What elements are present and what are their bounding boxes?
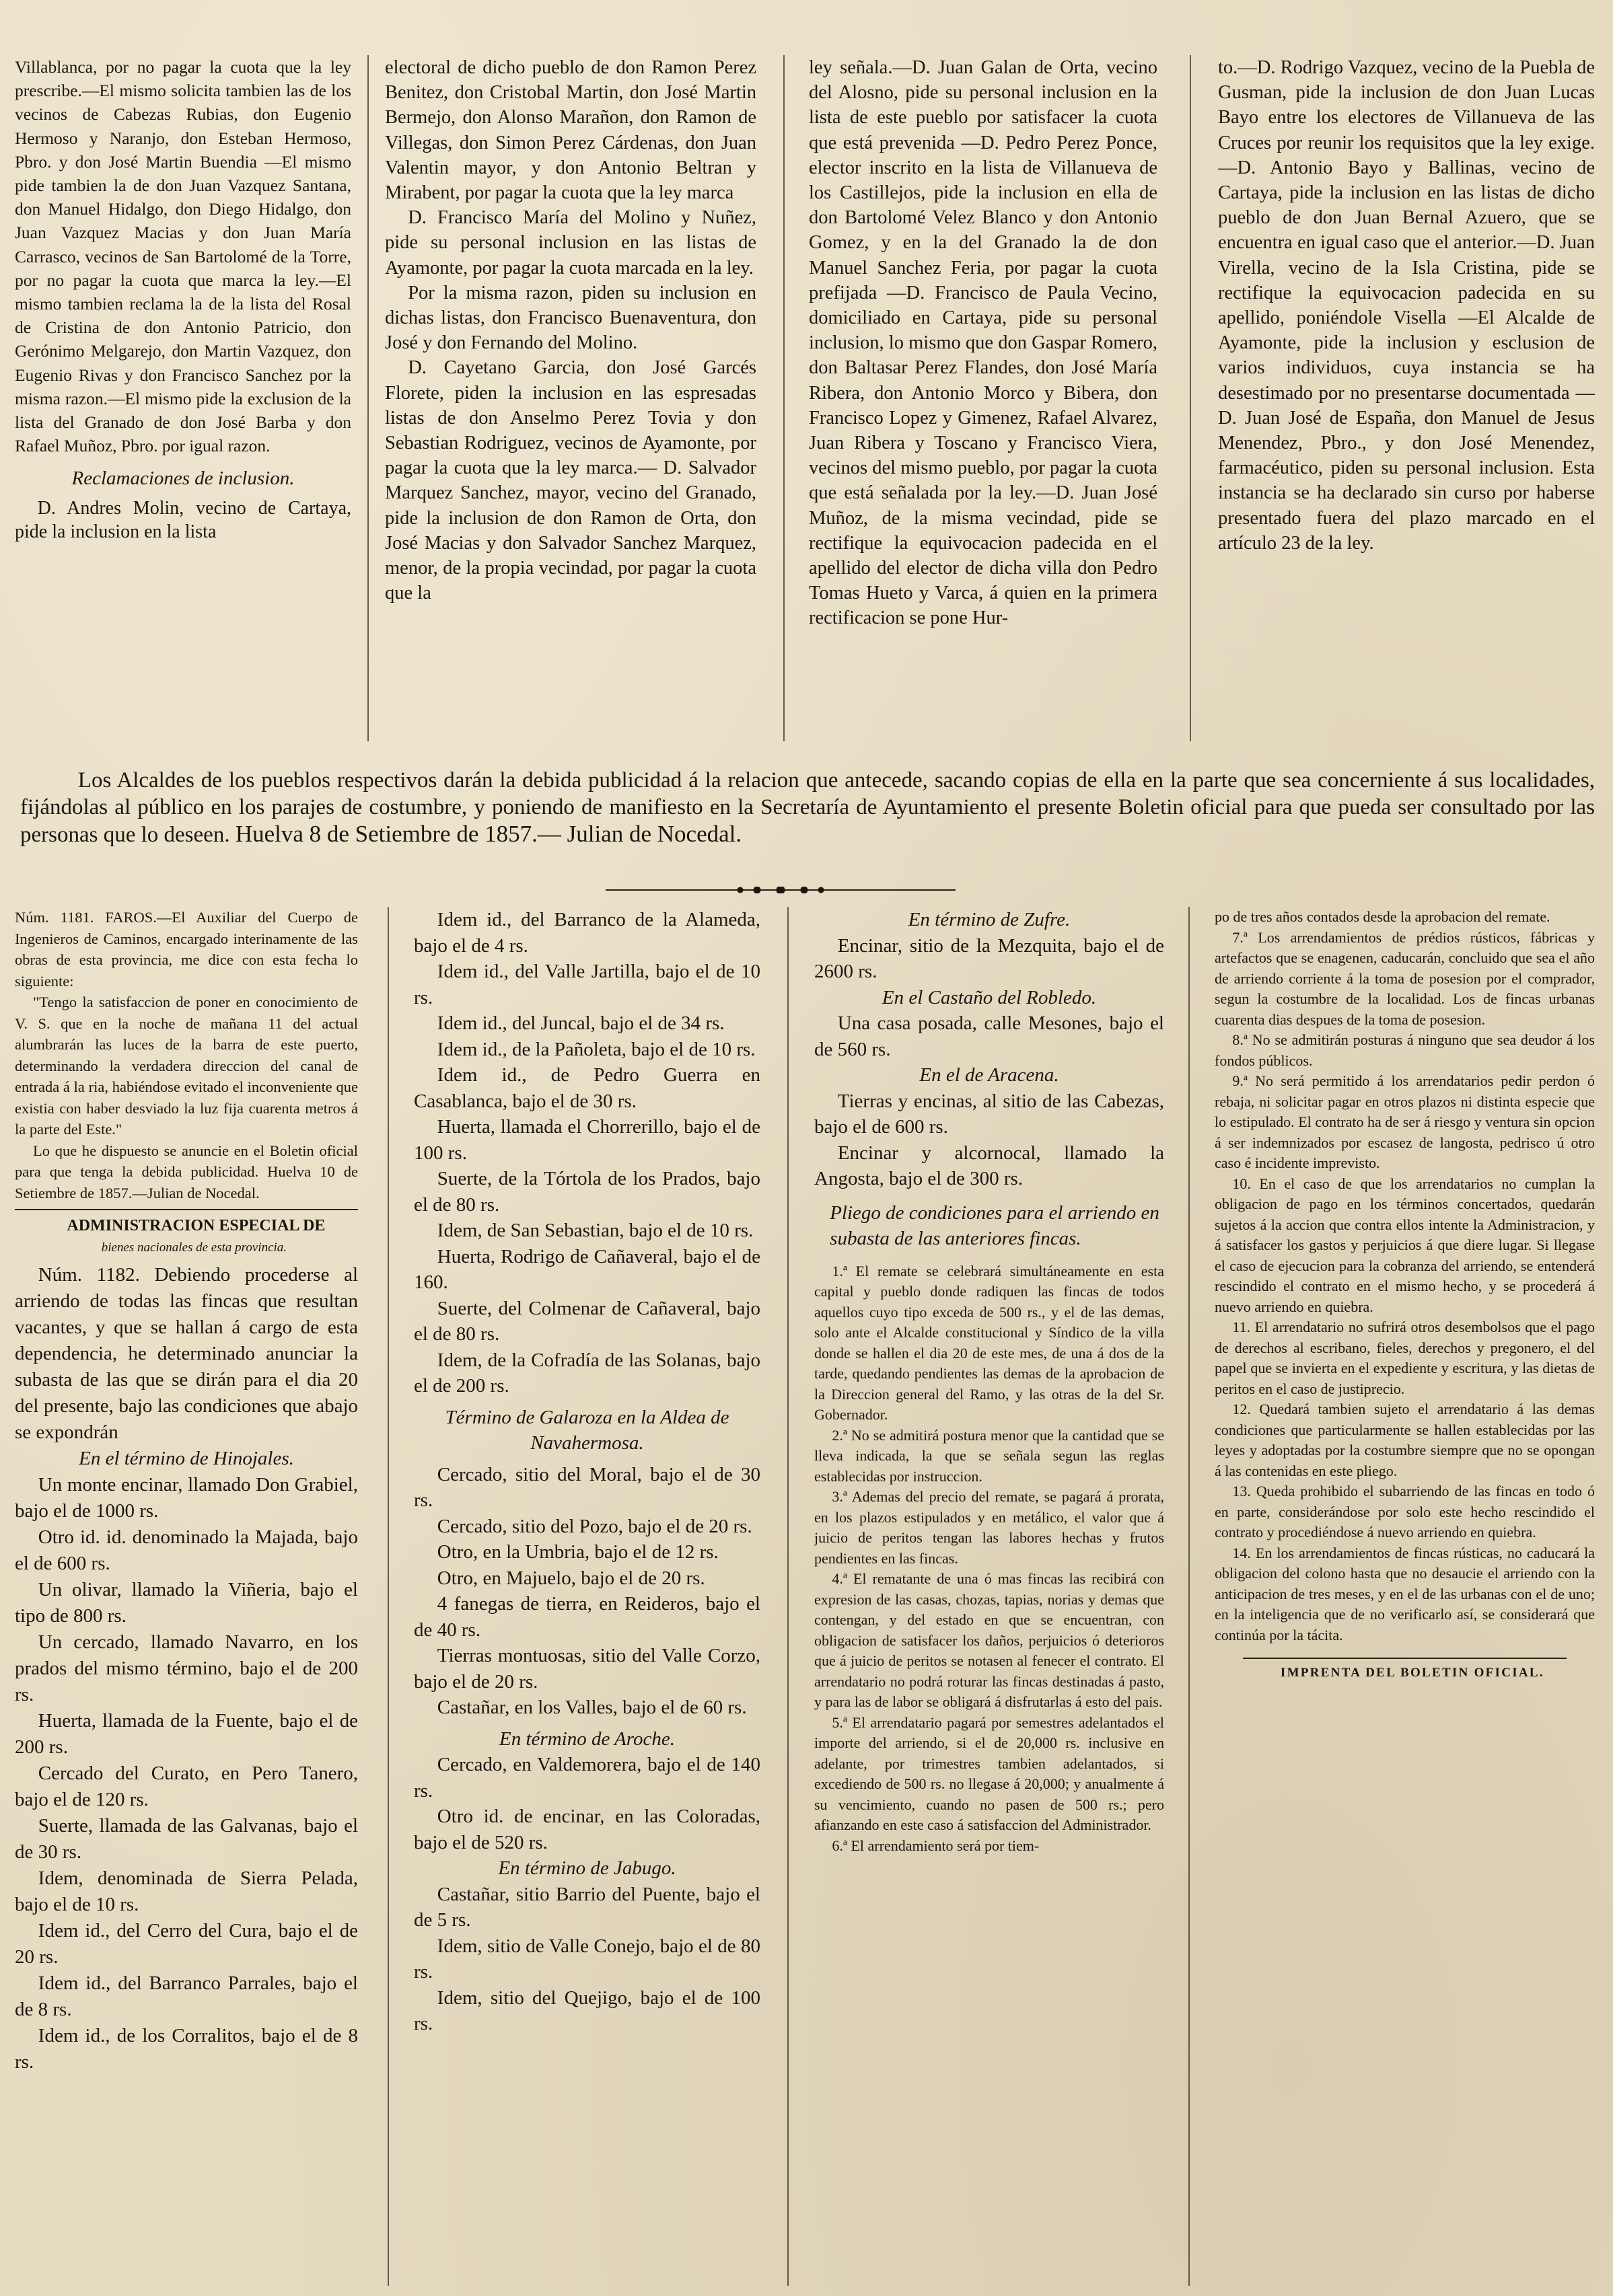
property-item: Un monte encinar, llamado Don Grabiel, bajo el de 1000 rs. [15,1474,358,1522]
administracion-subheading: bienes nacionales de esta provincia. [101,1240,287,1255]
term-heading-jabugo: En término de Jabugo. [498,1857,676,1879]
faros-closing: Lo que he dispuesto se anuncie en el Boletin oficial para que tenga la debida publicidad. Huelva 10 de Setiembre de 1857.—Julian de Nocedal. [15,1142,358,1201]
term-heading-hinojales: En el término de Hinojales. [79,1448,294,1469]
paragraph: D. Andres Molin, vecino de Cartaya, pide la inclusion en la lista [15,497,351,542]
term-heading-castano: En el Castaño del Robledo. [882,986,1097,1008]
column-divider [1188,907,1190,2286]
paragraph: D. Francisco María del Molino y Nuñez, pide su personal inclusion en las listas de Ayamonte, por pagar la cuota marcada en la ley. [385,207,756,279]
property-item: Idem, de la Cofradía de las Solanas, bajo el de 200 rs. [414,1349,760,1397]
imprenta-footer: IMPRENTA DEL BOLETIN OFICIAL. [1280,1666,1544,1680]
property-item: Idem, de San Sebastian, bajo el de 10 rs. [437,1220,754,1241]
property-item: Otro id. id. denominado la Majada, bajo el de 600 rs. [15,1526,358,1574]
faros-announcement: Núm. 1181. FAROS.—El Auxiliar del Cuerpo de Ingenieros de Caminos, encargado interinamente de las obras de esta provincia, me dice con esta fecha lo siguiente: [15,909,358,990]
property-item: Idem id., de los Corralitos, bajo el de 8 rs. [15,2025,358,2073]
property-item: Cercado, en Valdemorera, bajo el de 140 rs. [414,1754,760,1802]
top-column-1 [15,55,351,741]
property-item: Castañar, en los Valles, bajo el de 60 rs. [437,1697,747,1718]
property-item: Encinar y alcornocal, llamado la Angosta, bajo el de 300 rs. [814,1142,1164,1189]
property-item: Tierras y encinas, al sitio de las Cabezas, bajo el de 600 rs. [814,1090,1164,1138]
property-item: Suerte, de la Tórtola de los Prados, bajo el de 80 rs. [414,1168,760,1216]
column-divider [787,907,789,2286]
property-item: Huerta, llamada el Chorrerillo, bajo el de 100 rs. [414,1116,760,1164]
property-item: Idem, denominada de Sierra Pelada, bajo el de 10 rs. [15,1867,358,1915]
property-item: Un olivar, llamado la Viñeria, bajo el tipo de 800 rs. [15,1579,358,1627]
property-item: Idem id., del Barranco Parrales, bajo el de 8 rs. [15,1972,358,2020]
property-item: Tierras montuosas, sitio del Valle Corzo, bajo el de 20 rs. [414,1645,760,1693]
term-heading-aroche: En término de Aroche. [499,1728,675,1750]
column-divider [1190,55,1191,741]
column-divider [783,55,785,741]
paragraph: Por la misma razon, piden su inclusion en dichas listas, don Francisco Buenaventura, don José y don Fernando del Molino. [385,282,756,354]
condition-item: 10. En el caso de que los arrendatarios no cumplan la obligacion de pago en los términos concertados, quedarán sujetos á la accion que contra ellos intente la Administracion, y á satisfacer los gastos y perjuicios á que diere lugar. Si llegase el caso de ejecucion para la cobranza del arriendo, se entenderá rescindido el contrato en el mismo hecho, y se procederá á nuevo arriendo en quiebra. [1215,1175,1595,1315]
condition-item: po de tres años contados desde la aprobacion del remate. [1215,908,1550,925]
property-item: Idem id., del Cerro del Cura, bajo el de 20 rs. [15,1920,358,1968]
property-item: Otro, en Majuelo, bajo el de 20 rs. [437,1567,705,1589]
bottom-column-2 [414,907,760,2286]
faros-quote: "Tengo la satisfaccion de poner en conocimiento de V. S. que en la noche de mañana 11 del actual alumbrarán las luces de la barra de este puerto, determinando la verdadera direccion del canal de entrada á la ria, habiéndose evitado el inconveniente que existia con haber desviado la luz fija cuarenta metros á la parte del Este." [15,994,358,1138]
property-item: Castañar, sitio Barrio del Puente, bajo el de 5 rs. [414,1883,760,1931]
paragraph: to.—D. Rodrigo Vazquez, vecino de la Puebla de Gusman, pide la inclusion de don Juan Lucas Bayo entre los electores de Villanueva de las Cruces por reunir los requisitos que la ley exige.—D. Antonio Bayo y Ballinas, vecino de Cartaya, pide la inclusion en las listas de dicho pueblo de don Juan Bernal Azuero, que se encuentra en igual caso que el anterior.—D. Juan Virella, vecino de la Isla Cristina, pide se rectifique la equivocacion padecida en su apellido, poniéndole Visella —El Alcalde de Ayamonte, pide la inclusion y esclusion de varios individuos, cuya instancia se ha desestimado por no presentarse documentada —D. Juan José de España, don Manuel de Jesus Menendez, Pbro., y don José Menendez, farmacéutico, piden su personal inclusion. Esta instancia se ha declarado sin curso por haberse presentado fuera del plazo marcado en el artículo 23 de la ley. [1218,57,1595,554]
column-divider [388,907,389,2286]
condition-item: 2.ª No se admitirá postura menor que la cantidad que se lleva indicada, la que se señala segun las reglas establecidas por instruccion. [814,1426,1164,1485]
fincas-list-continued [814,907,1164,1252]
term-heading-aracena: En el de Aracena. [919,1064,1059,1086]
property-item: Idem id., del Juncal, bajo el de 34 rs. [437,1012,725,1034]
condition-item: 12. Quedará tambien sujeto el arrendatario á las demas condiciones que particularmente se hallen establecidas por las leyes y adoptadas por la costumbre siempre que no se opongan á las contenidas en este pliego. [1215,1401,1595,1479]
property-item: Otro, en la Umbria, bajo el de 12 rs. [437,1541,719,1563]
condition-item: 14. En los arrendamientos de fincas rústicas, no caducará la obligacion del colono hasta que no desaucie el arriendo con la anticipacion de tres meses, y en el de las urbanas con el de uno; en la inteligencia que de no verificarlo así, se considerará que continúa por la tácita. [1215,1544,1595,1643]
property-item: Otro id. de encinar, en las Coloradas, bajo el de 520 rs. [414,1806,760,1853]
property-item: Cercado, sitio del Pozo, bajo el de 20 rs. [437,1515,752,1537]
term-heading-zufre: En término de Zufre. [908,909,1071,930]
divider-rule [15,1209,358,1210]
property-item: Encinar, sitio de la Mezquita, bajo el de 2600 rs. [814,934,1164,982]
condition-item: 1.ª El remate se celebrará simultáneamente en esta capital y pueblo donde radiquen las fincas de todos aquellos cuyo tipo exceda de 500 rs., y el de las demas, solo ante el Alcalde constitucional y Síndico de la villa donde se hallen el dia 20 de este mes, de una á dos de la tarde, quedando pendientes las demas de la aprobacion de la Direccion general del Ramo, y las otras de la del Sr. Gobernador. [814,1262,1164,1423]
bottom-column-4 [1215,907,1595,2286]
property-item: Cercado del Curato, en Pero Tanero, bajo el de 120 rs. [15,1763,358,1810]
property-item: Suerte, llamada de las Galvanas, bajo el de 30 rs. [15,1815,358,1863]
property-item: Idem, sitio de Valle Conejo, bajo el de 80 rs. [414,1935,760,1983]
top-column-2 [385,55,756,741]
paragraph: electoral de dicho pueblo de don Ramon Perez Benitez, don Cristobal Martin, don José Martin Bermejo, don Alonso Marañon, don Ramon de Villegas, don Simon Perez Cárdenas, don Juan Valentin mayor, y don Antonio Beltran y Mirabent, por pagar la cuota que la ley marca [385,57,756,204]
administracion-heading: ADMINISTRACION ESPECIAL DE [67,1217,326,1234]
property-item: Idem id., del Valle Jartilla, bajo el de 10 rs. [414,961,760,1008]
alcaldes-notice [20,767,1595,848]
bottom-column-3 [814,907,1164,2286]
column-divider [367,55,369,741]
condition-item: 9.ª No será permitido á los arrendatarios pedir perdon ó rebaja, ni solicitar pagar en otros plazos ni distinta especie que lo estipulado. El contrato ha de ser á riesgo y ventura sin opcion á ser indemnizados por escasez de langosta, pedrisco ú otro caso é incidente imprevisto. [1215,1072,1595,1171]
property-item: Suerte, del Colmenar de Cañaveral, bajo el de 80 rs. [414,1297,760,1345]
property-item: Huerta, llamada de la Fuente, bajo el de 200 rs. [15,1710,358,1758]
paragraph: ley señala.—D. Juan Galan de Orta, vecino del Alosno, pide su personal inclusion en la lista de este pueblo por satisfacer la cuota que está prevenida —D. Pedro Perez Ponce, elector inscrito en la lista de Villanueva de los Castillejos, pide la inclusion en ella de don Bartolomé Velez Blanco y don Antonio Gomez, y en la del Granado la de don Manuel Sanchez Feria, por pagar la cuota prefijada —D. Francisco de Paula Vecino, domiciliado en Cartaya, pide su personal inclusion, lo mismo que don Gaspar Romero, don Baltasar Perez Flandes, don José María Ribera, don Antonio Morco y Bibera, don Francisco Lopez y Gimenez, Rafael Alvarez, Juan Ribera y Toscano y Francisco Viera, vecinos del mismo pueblo, por pagar la cuota que está señalada por la ley.—D. Juan José Muñoz, de la misma vecindad, pide se rectifique la equivocacion padecida en el apellido del elector de dicha villa don Pedro Tomas Hueto y Varca, á quien en la primera rectificacion se pone Hur- [809,57,1157,629]
condition-item: 11. El arrendatario no sufrirá otros desembolsos que el pago de derechos al escribano, fieles, derechos y pregonero, el del papel que se invierta en el expediente y escritura, y las dietas de peritos en el caso de justiprecio. [1215,1319,1595,1397]
ornamental-divider [606,887,956,893]
condition-item: 7.ª Los arrendamientos de prédios rústicos, fábricas y artefactos que se enagenen, caducarán, concluido que sea el año de arriendo corriente á la toma de posesion por el comprador, segun la costumbre de la localidad. Los de fincas urbanas cuarenta dias despues de la toma de posesion. [1215,928,1595,1028]
property-item: 4 fanegas de tierra, en Reideros, bajo el de 40 rs. [414,1593,760,1641]
property-item: Idem, sitio del Quejigo, bajo el de 100 rs. [414,1987,760,2034]
term-heading-galaroza: Término de Galaroza en la Aldea de Navahermosa. [445,1406,729,1454]
condition-item: 13. Queda prohibido el subarriendo de las fincas en todo ó en parte, considerándose por solo este hecho rescindido el contrato y procediéndose á nuevo arriendo en quiebra. [1215,1483,1595,1541]
bottom-column-1 [15,907,358,2286]
property-item: Una casa posada, calle Mesones, bajo el de 560 rs. [814,1012,1164,1060]
condition-item: 5.ª El arrendatario pagará por semestres adelantados el importe del arriendo, si el de 20,000 rs. inclusive en adelante, por trimestres tambien adelantados, si excediendo de 500 rs. no llegase á 20,000; y anualmente á su vencimiento, cuando no pasen de 500 rs.; pero afianzando en este caso á satisfaccion del Administrador. [814,1713,1164,1833]
property-item: Idem id., del Barranco de la Alameda, bajo el de 4 rs. [414,909,760,957]
reclamation-text: Villablanca, por no pagar la cuota que la ley prescribe.—El mismo solicita tambien las de los vecinos de Cabezas Rubias, don Eugenio Hermoso y Naranjo, don Esteban Hermoso, Pbro. y don José Martin Buendia —El mismo pide tambien la de don Juan Vazquez Santana, don Manuel Hidalgo, don Diego Hidalgo, don Juan Vazquez Macias y don Juan María Carrasco, vecinos de San Bartolomé de la Torre, por no pagar la cuota que marca la ley.—El mismo tambien reclama la de la lista del Rosal de Cristina de don Antonio Patricio, don Gerónimo Melgarejo, don Martin Vazquez, don Eugenio Rivas y don Francisco Sanchez por la misma razon.—El mismo pide la exclusion de la lista del Granado de don José Barba y don Rafael Muñoz, Pbro. por igual razon. [15,57,351,456]
property-item: Un cercado, llamado Navarro, en los prados del mismo término, bajo el de 200 rs. [15,1631,358,1705]
divider-rule [1243,1658,1566,1659]
property-item: Huerta, Rodrigo de Cañaveral, bajo el de 160. [414,1245,760,1293]
top-column-3 [809,55,1157,741]
property-item: Idem id., de la Pañoleta, bajo el de 10 rs. [437,1038,756,1060]
condition-item: 4.ª El rematante de una ó mas fincas las recibirá con expresion de las casas, chozas, tapias, norias y demas que contengan, y del estado en que se encuentran, con obligacion de satisfacer los daños, perjuicios ó deterioros que á juicio de peritos se notasen al fenecer el contrato. El arrendatario no podrá roturar las fincas destinadas á pasto, y para las de labor se obligará á disfrutarlas á esto del pais. [814,1570,1164,1710]
notice-signature: Huelva 8 de Setiembre de 1857.— Julian de Nocedal. [235,821,742,847]
notice-text: Los Alcaldes de los pueblos respectivos darán la debida publicidad á la relacion que antecede, sacando copias de ella en la parte que sea concerniente á sus localidades, fijándolas al público en los parajes de costumbre, y poniendo de manifiesto en la Secretaría de Ayuntamiento el presente Boletin oficial para que pueda ser consultado por las personas que lo deseen. [20,768,1595,847]
section-heading-reclamaciones: Reclamaciones de inclusion. [71,468,295,490]
property-item: Idem id., de Pedro Guerra en Casablanca, bajo el de 30 rs. [414,1064,760,1112]
condition-item: 8.ª No se admitirán posturas á ninguno que sea deudor á los fondos públicos. [1215,1031,1595,1069]
property-item: Cercado, sitio del Moral, bajo el de 30 rs. [414,1463,760,1511]
paragraph: D. Cayetano Garcia, don José Garcés Florete, piden la inclusion en las espresadas listas de don Anselmo Perez Tovia y don Sebastian Rodriguez, vecinos de Ayamonte, por pagar la cuota que la ley marca.— D. Salvador Marquez Sanchez, mayor, vecino del Granado, pide la inclusion de don Ramon de Orta, don José Macias y don Salvador Sanchez Marquez, menor, de la propia vecindad, por pagar la cuota que la [385,357,756,604]
top-column-4 [1218,55,1595,741]
condition-item: 6.ª El arrendamiento será por tiem- [832,1837,1040,1854]
condition-item: 3.ª Ademas del precio del remate, se pagará á prorata, en los plazos estipulados y en metálico, el valor que á juicio de peritos tengan las labores hechas y frutos pendientes en las fincas. [814,1488,1164,1567]
announcement-1182: Núm. 1182. Debiendo procederse al arriendo de todas las fincas que resultan vacantes, y que se hallan á cargo de esta dependencia, he determinado anunciar la subasta de las que se dirán para el dia 20 del presente, bajo las condiciones que abajo se expondrán [15,1264,358,1443]
subasta-block [15,1262,358,2075]
pliego-heading: Pliego de condiciones para el arriendo en subasta de las anteriores fincas. [830,1201,1159,1249]
